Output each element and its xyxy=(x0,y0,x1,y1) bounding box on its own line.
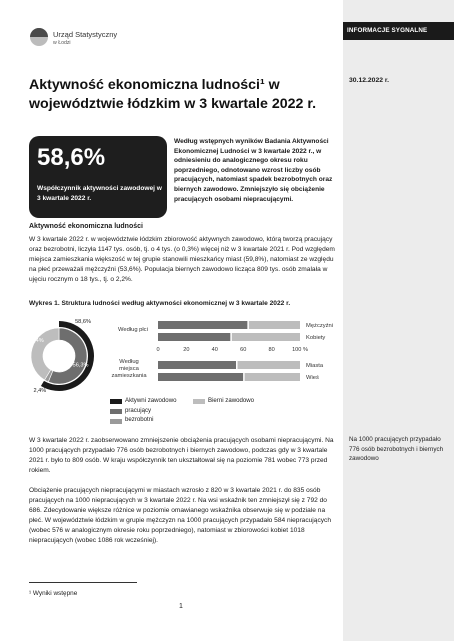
logo-text xyxy=(53,30,117,48)
bar-tick-label: 20 xyxy=(183,347,190,353)
pie-label-unemployed: 2,4% xyxy=(33,387,47,394)
legend-employed: pracujący xyxy=(125,407,152,414)
bar-tick-label: 100 % xyxy=(292,347,308,353)
footnote-divider xyxy=(29,582,137,583)
legend-swatch-inactive xyxy=(193,399,205,404)
pie-chart xyxy=(28,319,91,394)
section2-paragraph-1: W 3 kwartale 2022 r. zaobserwowano zmniejszenie obciążenia pracujących osobami niepracującymi. Na 1000 pracujących przypadało 776 osób bezrobotnych i biernych zawodowo, podczas gdy w 3 kwartale 2021 r. było to 809 osób. W kraju współczynnik ten ukształtował się na poziomie 781 wobec 773 przed rokiem. xyxy=(29,437,334,474)
legend-unemployed: bezrobotni xyxy=(125,416,154,423)
legend-swatch-unemployed xyxy=(110,419,122,424)
lead-text: Według wstępnych wyników Badania Aktywności Ekonomicznej Ludności w 3 kwartale 2022 r., w odniesieniu do analogicznego okresu roku poprzedniego, odnotowano wzrost liczby osób pracujących, natomiast spadek bezrobotnych oraz biernych zawodowo. Zmniejszyło się obciążenie pracujących osobami niepracującymi. xyxy=(174,138,333,203)
bar-segment xyxy=(249,321,300,329)
pie-label-employed: 56,3% xyxy=(72,362,89,369)
section2-paragraph-2: Obciążenie pracujących niepracującymi w miastach wzrosło z 820 w 3 kwartale 2021 r. do 835 osób pracujących na 1000 niepracujących w 3 kwartale 2022 r. Na wsi wskaźnik ten zmniejszył się z 792 do 686. Zdecydowanie większe różnice w poziomie omawianego wskaźnika obserwuje się w podziale na płeć. W województwie łódzkim w grupie mężczyzn na 1000 pracujących przypadało 584 niepracujących (wobec 576 w analogicznym okresie roku poprzedniego), natomiast w zbiorowości kobiet 1018 niepracujących (wobec 1086 rok wcześniej). xyxy=(29,487,331,544)
bar-tick-label: 60 xyxy=(240,347,247,353)
pie-label-inactive: 41,4% xyxy=(27,338,44,345)
kpi-label: Współczynnik aktywności zawodowej w 3 kwartale 2022 r. xyxy=(37,185,162,202)
bar-segment xyxy=(158,361,236,369)
logo-subname: w Łodzi xyxy=(53,40,71,46)
publication-date: 30.12.2022 r. xyxy=(349,77,390,84)
legend-active: Aktywni zawodowo xyxy=(125,397,177,404)
bar-tick-label: 40 xyxy=(211,347,218,353)
logo-name: Urząd Statystyczny xyxy=(53,30,118,39)
bar-segment xyxy=(158,321,247,329)
bar-category-label: Kobiety xyxy=(306,335,326,341)
section-paragraph: W 3 kwartale 2022 r. w województwie łódzkim zbiorowość aktywnych zawodowo, którą tworzą pracujący oraz bezrobotni, liczyła 1147 tys. osób, tj. o 4 tys. (o 0,3%) więcej niż w 3 kwartale 2021 r. Pod względem miejsca zamieszkania większość w tej grupie stanowili mieszkańcy miast (59,8%), natomiast ze względu na płeć przeważali mężczyźni (53,6%). Populacja biernych zawodowo licząca 809 tys. osób zmalała w ujęciu rocznym o 18 tys., tj. o 2,2%. xyxy=(29,236,335,283)
bar-category-label: Mężczyźni xyxy=(306,323,334,329)
bar-segment xyxy=(158,373,243,381)
side-note: Na 1000 pracujących przypadało 776 osób bezrobotnych i biernych zawodowo xyxy=(349,436,444,463)
footnote: ¹ Wyniki wstępne xyxy=(29,590,78,597)
bar-segment xyxy=(158,333,230,341)
bar-segment xyxy=(238,361,300,369)
figure-title: Wykres 1. Struktura ludności według aktywności ekonomicznej w 3 kwartale 2022 r. xyxy=(29,300,291,307)
page-title: Aktywność ekonomiczna ludności¹ w województwie łódzkim w 3 kwartale 2022 r. xyxy=(29,77,317,112)
sidebar-panel xyxy=(343,0,454,641)
legend-swatch-employed xyxy=(110,409,122,414)
header-band: INFORMACJE SYGNALNE xyxy=(343,22,454,40)
page-number: 1 xyxy=(179,603,183,610)
figure-chart xyxy=(25,311,334,429)
bar-segment xyxy=(245,373,300,381)
section-title: Aktywność ekonomiczna ludności xyxy=(29,223,143,230)
group-label-sex: Według płci xyxy=(118,327,148,333)
bar-chart xyxy=(111,321,333,381)
kpi-value: 58,6% xyxy=(37,144,106,171)
bar-tick-label: 0 xyxy=(156,347,160,353)
pie-label-active: 58,6% xyxy=(75,319,91,325)
legend-swatch-active xyxy=(110,399,122,404)
logo-icon xyxy=(29,27,49,47)
bar-segment xyxy=(232,333,300,341)
group-label-place: Według miejsca zamieszkania xyxy=(111,359,147,379)
bar-tick-label: 80 xyxy=(268,347,275,353)
kpi-box xyxy=(29,136,167,218)
bar-category-label: Wieś xyxy=(306,375,319,381)
bar-category-label: Miasta xyxy=(306,363,324,369)
legend-inactive: Bierni zawodowo xyxy=(208,397,255,404)
